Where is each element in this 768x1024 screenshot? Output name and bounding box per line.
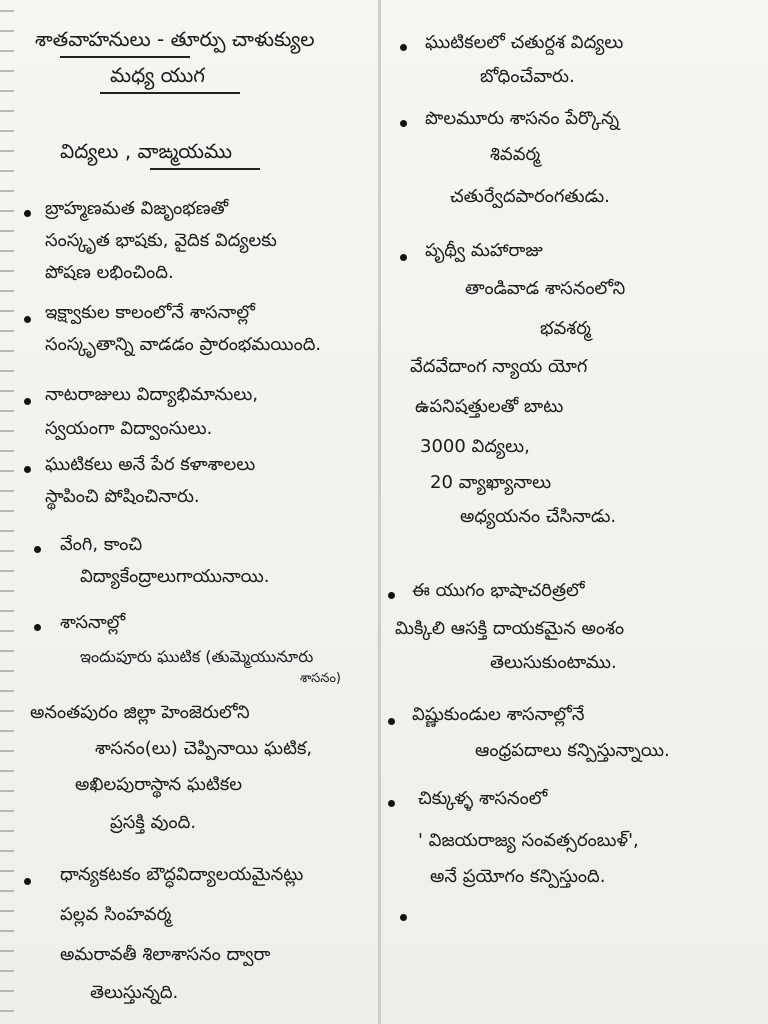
left-line: అఖిలపురాస్థాన ఘటికల	[75, 774, 243, 795]
right-line: మిక్కిలి ఆసక్తి దాయకమైన అంశం	[395, 618, 625, 639]
right-line: శివవర్మ	[490, 144, 541, 165]
left-line: ఇందుపూరు ఘుటిక (తుమ్మెయునూరు	[80, 647, 314, 666]
right-line: ఉపనిషత్తులతో బాటు	[415, 396, 564, 417]
right-line: ఈ యుగం భాషాచరిత్రలో	[412, 580, 585, 601]
spiral-binding	[0, 0, 14, 1024]
left-line: శాసనాల్లో	[60, 612, 126, 633]
right-line: వేదవేదాంగ న్యాయ యోగ	[410, 356, 588, 377]
left-line: పల్లవ సింహవర్మ	[60, 904, 172, 925]
left-line: స్థాపించి పోషించినారు.	[45, 486, 200, 507]
right-line: పృథ్వీ మహారాజు	[425, 240, 543, 261]
left-line: బ్రాహ్మణమత విజృంభణతో	[45, 198, 229, 219]
right-line: ఆంధ్రపదాలు కన్పిస్తున్నాయి.	[475, 740, 670, 761]
bullet	[34, 546, 41, 553]
left-line: సంస్కృతాన్ని వాడడం ప్రారంభమయింది.	[45, 334, 322, 355]
bullet	[388, 592, 395, 599]
left-line: ప్రసక్తి వుంది.	[110, 812, 197, 833]
bullet	[24, 398, 31, 405]
left-line: శాసనం(లు) చెప్పినాయి ఘటిక,	[95, 738, 313, 759]
bullet	[24, 878, 31, 885]
right-line: చిక్కుళ్ళ శాసనంలో	[418, 788, 548, 809]
right-line: 20 వ్యాఖ్యానాలు	[430, 472, 552, 493]
subtitle-underline	[100, 92, 240, 94]
right-line: అనే ప్రయోగం కన్పిస్తుంది.	[430, 866, 606, 887]
bullet	[24, 466, 31, 473]
bullet	[388, 718, 395, 725]
right-line: బోధించేవారు.	[480, 66, 575, 87]
right-line: అధ్యయనం చేసినాడు.	[460, 506, 617, 527]
bullet	[388, 800, 395, 807]
page-fold	[378, 0, 381, 1024]
left-line: అనంతపురం జిల్లా హెంజెరులోని	[30, 702, 250, 723]
left-line: ధాన్యకటకం బౌద్ధవిద్యాలయమైనట్లు	[60, 864, 304, 885]
page-title: శాతవాహనులు - తూర్పు చాళుక్యుల	[35, 27, 315, 51]
bullet	[24, 210, 31, 217]
right-line: చతుర్వేదపారంగతుడు.	[450, 186, 610, 207]
right-line: తాండివాడ శాసనంలోని	[465, 278, 626, 299]
right-line: ' విజయరాజ్య సంవత్సరంబుళ్',	[418, 830, 639, 851]
left-line: సంస్కృత భాషకు, వైదిక విద్యలకు	[45, 230, 277, 251]
bullet	[34, 624, 41, 631]
left-line: వేంగి, కాంచి	[60, 534, 143, 555]
left-line: నాటరాజులు విద్యాభిమానులు,	[45, 384, 259, 405]
page-subtitle: మధ్య యుగ	[110, 63, 205, 87]
left-line: శాసనం)	[300, 671, 341, 686]
left-line: ఘుటికలు అనే పేర కళాశాలలు	[45, 454, 256, 475]
right-line: విష్ణుకుండుల శాసనాల్లోనే	[412, 704, 585, 725]
left-line: పోషణ లభించింది.	[45, 262, 174, 283]
bullet	[400, 254, 407, 261]
right-line: ఘుటికలలో చతుర్దశ విద్యలు	[425, 32, 624, 53]
left-line: స్వయంగా విద్వాంసులు.	[45, 418, 213, 439]
right-line: భవశర్మ	[540, 318, 591, 339]
title-underline	[60, 56, 190, 58]
section-heading: విద్యలు , వాఙ్మయము	[60, 139, 233, 163]
left-line: తెలుస్తున్నది.	[90, 982, 179, 1003]
left-line: ఇక్ష్వాకుల కాలంలోనే శాసనాల్లో	[45, 302, 255, 323]
right-line: పొలమూరు శాసనం పేర్కొన్న	[425, 108, 620, 129]
bullet	[400, 120, 407, 127]
bullet	[400, 914, 407, 921]
right-line: తెలుసుకుంటాము.	[490, 652, 617, 673]
right-line: 3000 విద్యలు,	[420, 436, 530, 457]
bullet	[24, 316, 31, 323]
bullet	[400, 44, 407, 51]
left-line: విద్యాకేంద్రాలుగాయునాయి.	[80, 566, 270, 587]
left-line: అమరావతీ శిలాశాసనం ద్వారా	[60, 944, 271, 965]
heading-underline	[150, 168, 260, 170]
